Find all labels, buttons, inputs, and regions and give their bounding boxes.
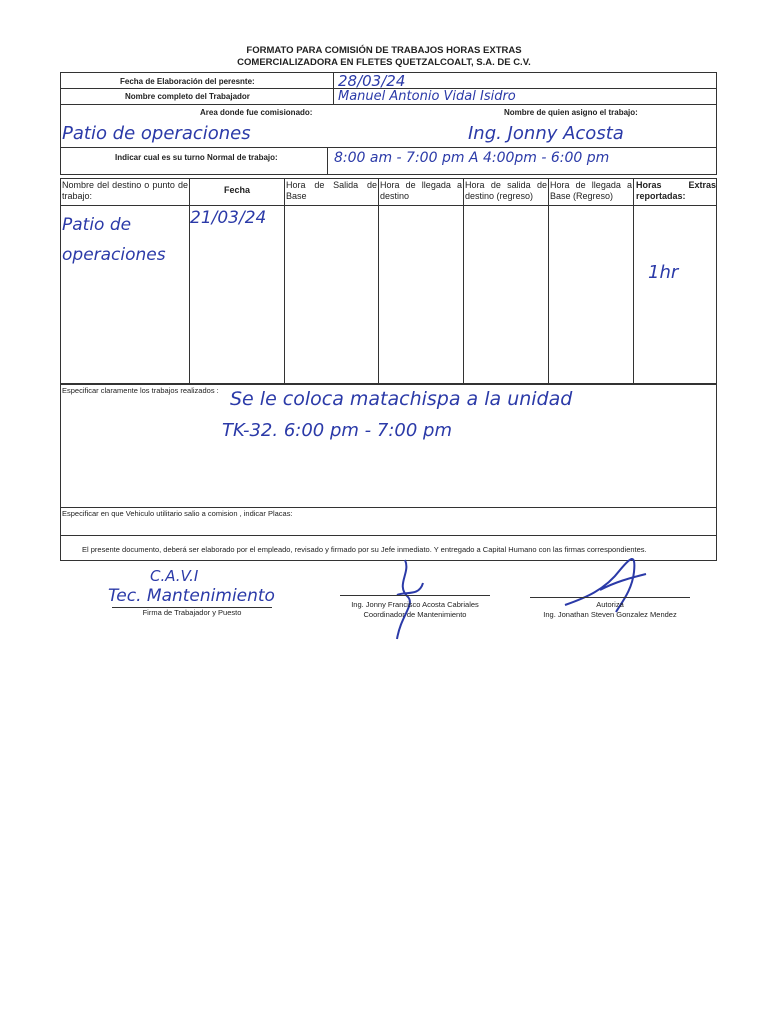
fecha-elaboracion-label: Fecha de Elaboración del peresnte: xyxy=(120,77,255,86)
area-comisionado-value[interactable]: Patio de operaciones xyxy=(62,123,251,144)
divider xyxy=(327,147,328,175)
header-horas-extras: Horas Extras reportadas: xyxy=(636,180,716,201)
nombre-trabajador-label: Nombre completo del Trabajador xyxy=(125,92,250,101)
column-divider xyxy=(378,178,379,384)
cell-destino[interactable]: Patio de operaciones xyxy=(62,215,166,265)
coordinador-name: Ing. Jonny Francisco Acosta Cabriales xyxy=(351,600,479,609)
divider xyxy=(60,147,717,148)
trabajos-label: Especificar claramente los trabajos realizados : xyxy=(62,386,219,395)
quien-asigno-label: Nombre de quien asigno el trabajo: xyxy=(504,108,638,117)
coordinador-role: Coordinador de Mantenimiento xyxy=(363,610,467,619)
turno-label: Indicar cual es su turno Normal de trabajo: xyxy=(115,153,278,162)
autoriza-label: Autoriza xyxy=(596,600,624,609)
fecha-elaboracion-value[interactable]: 28/03/24 xyxy=(338,72,406,90)
trabajador-puesto-handwritten: Tec. Mantenimiento xyxy=(108,586,275,606)
header-salida-destino: Hora de salida de destino (regreso) xyxy=(465,180,547,201)
company-name: COMERCIALIZADORA EN FLETES QUETZALCOALT, S.A. DE C.V. xyxy=(237,57,531,68)
column-divider xyxy=(633,178,634,384)
divider xyxy=(60,104,717,105)
nombre-trabajador-value[interactable]: Manuel Antonio Vidal Isidro xyxy=(338,89,516,104)
cell-fecha[interactable]: 21/03/24 xyxy=(190,208,267,228)
destinos-table xyxy=(60,178,717,384)
column-divider xyxy=(284,178,285,384)
column-divider xyxy=(548,178,549,384)
header-llegada-base: Hora de llegada a Base (Regreso) xyxy=(550,180,632,201)
turno-value[interactable]: 8:00 am - 7:00 pm A 4:00pm - 6:00 pm xyxy=(334,150,610,166)
table-header-divider xyxy=(60,205,717,206)
header-llegada-destino: Hora de llegada a destino xyxy=(380,180,462,201)
header-salida-base: Hora de Salida de Base xyxy=(286,180,377,201)
quien-asigno-value[interactable]: Ing. Jonny Acosta xyxy=(468,123,624,144)
signature-line-coordinador xyxy=(340,595,490,596)
header-destino: Nombre del destino o punto de trabajo: xyxy=(62,180,188,201)
header-fecha: Fecha xyxy=(223,185,250,195)
autoriza-name: Ing. Jonathan Steven Gonzalez Mendez xyxy=(543,610,677,619)
trabajos-line-1[interactable]: Se le coloca matachispa a la unidad xyxy=(230,388,573,410)
column-divider xyxy=(463,178,464,384)
cell-horas-extras[interactable]: 1hr xyxy=(648,262,679,283)
area-comisionado-label: Area donde fue comisionado: xyxy=(200,108,313,117)
trabajos-line-2[interactable]: TK-32. 6:00 pm - 7:00 pm xyxy=(222,420,452,441)
trabajador-initials: C.A.V.I xyxy=(150,567,199,585)
nota-text: El presente documento, deberá ser elaborado por el empleado, revisado y firmado por su Jefe inmediato. Y entregado a Capital Humano con las firmas correspondientes. xyxy=(82,545,647,554)
vehiculo-label: Especificar en que Vehiculo utilitario salio a comision , indicar Placas: xyxy=(62,509,293,518)
form-title: FORMATO PARA COMISIÓN DE TRABAJOS HORAS EXTRAS xyxy=(246,45,522,56)
coordinador-signature xyxy=(375,555,435,640)
divider xyxy=(333,72,334,104)
trabajador-caption: Firma de Trabajador y Puesto xyxy=(142,608,242,617)
signature-line-autoriza xyxy=(530,597,690,598)
